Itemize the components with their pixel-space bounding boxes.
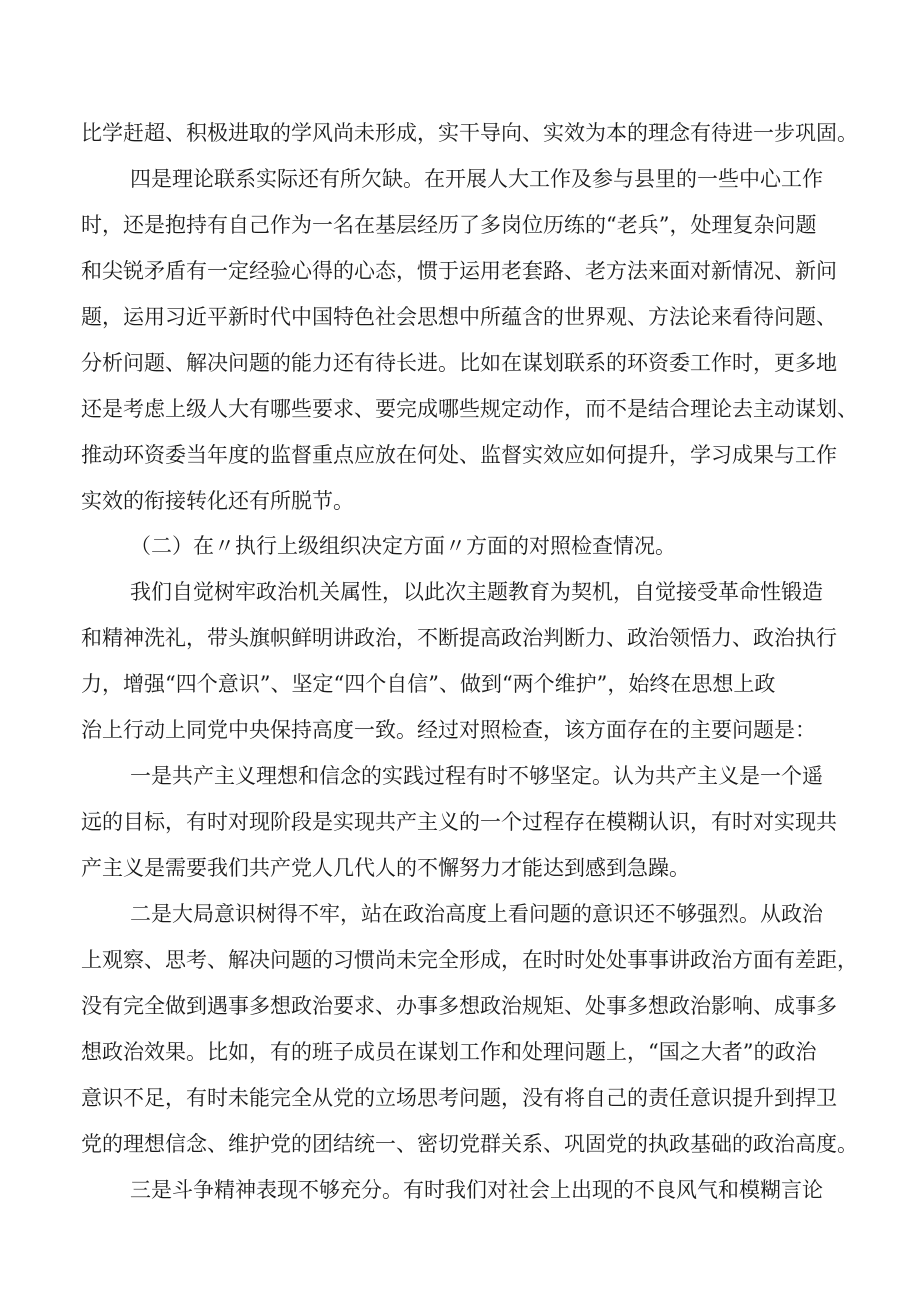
text-line: 治上行动上同党中央保持高度一致。经过对照检查，该方面存在的主要问题是： <box>81 718 816 742</box>
text-line: 分析问题、解决问题的能力还有待长进。比如在谋划联系的环资委工作时，更多地 <box>81 351 837 375</box>
text-line: 想政治效果。比如，有的班子成员在谋划工作和处理问题上，“国之大者”的政治 <box>81 1040 817 1064</box>
text-line: 远的目标，有时对现阶段是实现共产主义的一个过程存在模糊认识，有时对实现共 <box>81 810 837 834</box>
text-line: 三是斗争精神表现不够充分。有时我们对社会上出现的不良风气和模糊言论 <box>130 1178 823 1202</box>
text-line: 还是考虑上级人大有哪些要求、要完成哪些规定动作，而不是结合理论去主动谋划、 <box>81 397 858 421</box>
text-line: 没有完全做到遇事多想政治要求、办事多想政治规矩、处事多想政治影响、成事多 <box>81 994 837 1018</box>
text-line: 一是共产主义理想和信念的实践过程有时不够坚定。认为共产主义是一个遥 <box>130 764 823 788</box>
text-line: 我们自觉树牢政治机关属性，以此次主题教育为契机，自觉接受革命性锻造 <box>130 580 823 604</box>
text-line: 意识不足，有时未能完全从党的立场思考问题，没有将自己的责任意识提升到捍卫 <box>81 1086 837 1110</box>
text-line: 力，增强“四个意识”、坚定“四个自信”、做到“两个维护”，始终在思想上政 <box>81 672 776 696</box>
text-line: 二是大局意识树得不牢，站在政治高度上看问题的意识还不够强烈。从政治 <box>130 902 823 926</box>
text-line: 比学赶超、积极进取的学风尚未形成，实干导向、实效为本的理念有待进一步巩固。 <box>81 121 858 145</box>
text-line: 和尖锐矛盾有一定经验心得的心态，惯于运用老套路、老方法来面对新情况、新问 <box>81 259 837 283</box>
section-heading: （二）在〃执行上级组织决定方面〃方面的对照检查情况。 <box>130 534 676 558</box>
text-line: 实效的衔接转化还有所脱节。 <box>81 489 354 513</box>
text-line: 四是理论联系实际还有所欠缺。在开展人大工作及参与县里的一些中心工作 <box>130 167 823 191</box>
text-line: 时，还是抱持有自己作为一名在基层经历了多岗位历练的“老兵”，处理复杂问题 <box>81 213 817 237</box>
text-line: 推动环资委当年度的监督重点应放在何处、监督实效应如何提升，学习成果与工作 <box>81 443 837 467</box>
text-line: 党的理想信念、维护党的团结统一、密切党群关系、巩固党的执政基础的政治高度。 <box>81 1132 858 1156</box>
text-line: 产主义是需要我们共产党人几代人的不懈努力才能达到感到急躁。 <box>81 856 690 880</box>
text-line: 题，运用习近平新时代中国特色社会思想中所蕴含的世界观、方法论来看待问题、 <box>81 305 837 329</box>
text-line: 和精神洗礼，带头旗帜鲜明讲政治，不断提高政治判断力、政治领悟力、政治执行 <box>81 626 837 650</box>
text-line: 上观察、思考、解决问题的习惯尚未完全形成，在时时处处事事讲政治方面有差距， <box>81 948 858 972</box>
